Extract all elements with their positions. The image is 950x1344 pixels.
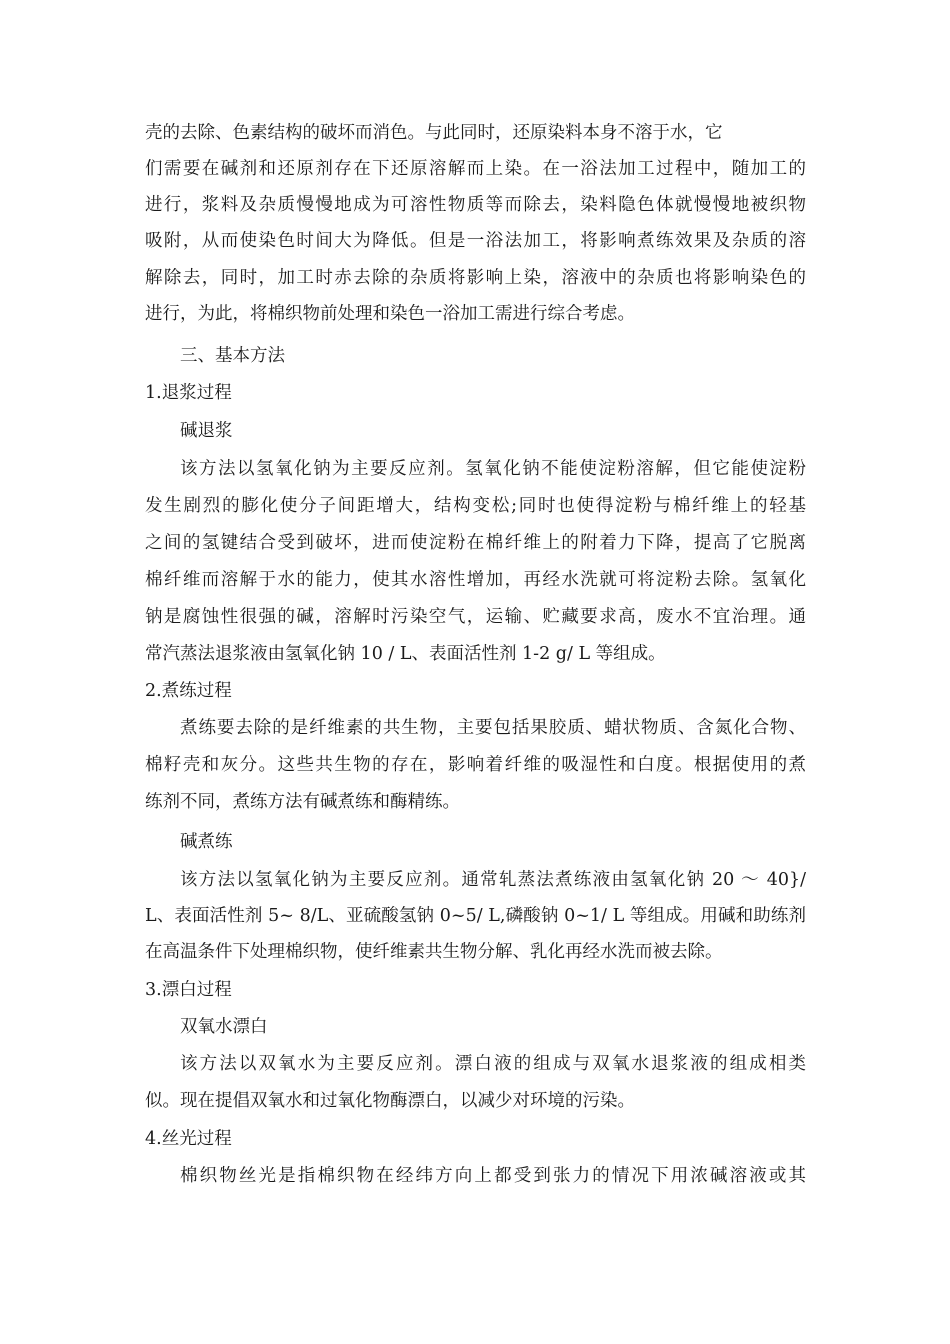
method-heading: 双氧水漂白	[180, 1017, 268, 1037]
paragraph-line: 煮练要去除的是纤维素的共生物，主要包括果胶质、蜡状物质、含氮化合物、	[180, 718, 806, 738]
paragraph-line: 发生剧烈的膨化使分子间距增大，结构变松;同时也使得淀粉与棉纤维上的轻基	[145, 496, 806, 516]
paragraph-line: 解除去，同时，加工时赤去除的杂质将影响上染，溶液中的杂质也将影响染色的	[145, 268, 806, 288]
paragraph-line: 们需要在碱剂和还原剂存在下还原溶解而上染。在一浴法加工过程中，随加工的	[145, 159, 806, 179]
paragraph-line: 该方法以氢氧化钠为主要反应剂。通常轧蒸法煮练液由氢氧化钠 20 ～ 40}/	[180, 870, 806, 890]
paragraph-line: L、表面活性剂 5~ 8/L、亚硫酸氢钠 0~5/ L,磷酸钠 0~1/ L 等组成。用碱和助练剂	[145, 906, 806, 926]
method-heading: 碱煮练	[180, 832, 233, 852]
paragraph-line: 之间的氢键结合受到破坏，进而使淀粉在棉纤维上的附着力下降，提高了它脱离	[145, 533, 806, 553]
paragraph-line: 在高温条件下处理棉织物，使纤维素共生物分解、乳化再经水洗而被去除。	[145, 942, 723, 962]
method-heading: 碱退浆	[180, 421, 233, 441]
paragraph-line: 该方法以双氧水为主要反应剂。漂白液的组成与双氧水退浆液的组成相类	[180, 1054, 806, 1074]
section-heading: 三、基本方法	[180, 346, 285, 366]
paragraph-line: 吸附，从而使染色时间大为降低。但是一浴法加工，将影响煮练效果及杂质的溶	[145, 231, 806, 251]
subsection-heading: 2.煮练过程	[145, 681, 232, 701]
paragraph-line: 似。现在提倡双氧水和过氧化物酶漂白，以减少对环境的污染。	[145, 1091, 635, 1111]
paragraph-line: 进行，为此，将棉织物前处理和染色一浴加工需进行综合考虑。	[145, 304, 635, 324]
paragraph-line: 棉纤维而溶解于水的能力，使其水溶性增加，再经水洗就可将淀粉去除。氢氧化	[145, 570, 806, 590]
paragraph-line: 练剂不同，煮练方法有碱煮练和酶精练。	[145, 792, 460, 812]
paragraph-line: 常汽蒸法退浆液由氢氧化钠 10 / L、表面活性剂 1-2 g/ L 等组成。	[145, 644, 666, 664]
paragraph-line: 壳的去除、色素结构的破坏而消色。与此同时，还原染料本身不溶于水，它	[145, 123, 723, 143]
paragraph-line: 进行，浆料及杂质慢慢地成为可溶性物质等而除去，染料隐色体就慢慢地被织物	[145, 195, 806, 215]
paragraph-line: 棉籽壳和灰分。这些共生物的存在，影响着纤维的吸湿性和白度。根据使用的煮	[145, 755, 806, 775]
paragraph-line: 棉织物丝光是指棉织物在经纬方向上都受到张力的情况下用浓碱溶液或其	[180, 1166, 806, 1186]
paragraph-line: 该方法以氢氧化钠为主要反应剂。氢氧化钠不能使淀粉溶解，但它能使淀粉	[180, 459, 806, 479]
paragraph-line: 钠是腐蚀性很强的碱，溶解时污染空气，运输、贮藏要求高，废水不宜治理。通	[145, 607, 806, 627]
subsection-heading: 3.漂白过程	[145, 980, 232, 1000]
subsection-heading: 4.丝光过程	[145, 1129, 232, 1149]
subsection-heading: 1.退浆过程	[145, 383, 232, 403]
